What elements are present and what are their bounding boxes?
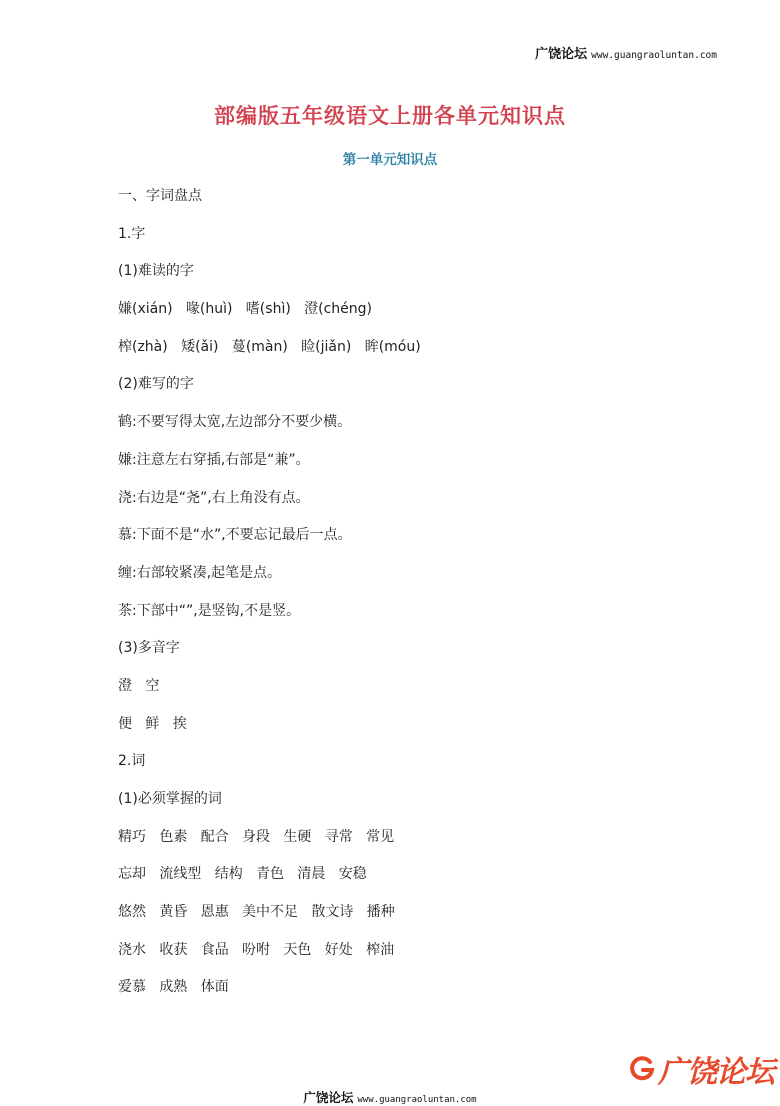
body-line: (1)难读的字 (118, 263, 194, 280)
body-line: (1)必须掌握的词 (118, 791, 222, 807)
body-line: 嫌:注意左右穿插,右部是“兼”。 (118, 451, 310, 468)
document-body (118, 184, 738, 1013)
footer-brand: 广饶论坛 (303, 1090, 354, 1105)
brand-g-icon (629, 1056, 655, 1082)
body-line: 2.词 (118, 753, 146, 770)
body-line: (2)难写的字 (118, 376, 194, 393)
header-url[interactable]: www.guangraoluntan.com (591, 50, 717, 61)
body-line: 浇水 收获 食品 吩咐 天色 好处 榨油 (118, 941, 395, 958)
body-line: 浇:右边是“尧”,右上角没有点。 (118, 489, 310, 506)
document-title: 部编版五年级语文上册各单元知识点 (214, 104, 566, 128)
body-line: 缠:右部较紧凑,起笔是点。 (118, 564, 282, 581)
body-line: 精巧 色素 配合 身段 生硬 寻常 常见 (118, 828, 395, 845)
body-line: 嫌(xián) 喙(huì) 嗜(shì) 澄(chéng) (118, 301, 373, 318)
body-line: 澄 空 (118, 677, 160, 694)
body-line: 忘却 流线型 结构 青色 清晨 安稳 (118, 866, 367, 883)
body-line: (3)多音字 (118, 640, 180, 657)
site-logo (629, 1047, 774, 1091)
logo-text: 广饶论坛 (658, 1055, 774, 1090)
body-line: 鹤:不要写得太宽,左边部分不要少横。 (118, 414, 352, 431)
body-line: 榨(zhà) 矮(ǎi) 蔓(màn) 睑(jiǎn) 眸(móu) (118, 338, 421, 355)
header-brand: 广饶论坛 (535, 47, 588, 62)
body-line: 悠然 黄昏 恩惠 美中不足 散文诗 播种 (118, 904, 395, 921)
body-line: 爱慕 成熟 体面 (118, 979, 229, 996)
body-line: 一、字词盘点 (118, 188, 202, 204)
footer-url[interactable]: www.guangraoluntan.com (357, 1095, 477, 1105)
body-line: 便 鲜 挨 (118, 715, 187, 732)
body-line: 茶:下部中“”,是竖钩,不是竖。 (118, 602, 301, 619)
body-line: 慕:下面不是“水”,不要忘记最后一点。 (118, 527, 352, 544)
body-line: 1.字 (118, 225, 146, 242)
section-heading: 第一单元知识点 (342, 152, 438, 168)
page-header (535, 43, 717, 62)
